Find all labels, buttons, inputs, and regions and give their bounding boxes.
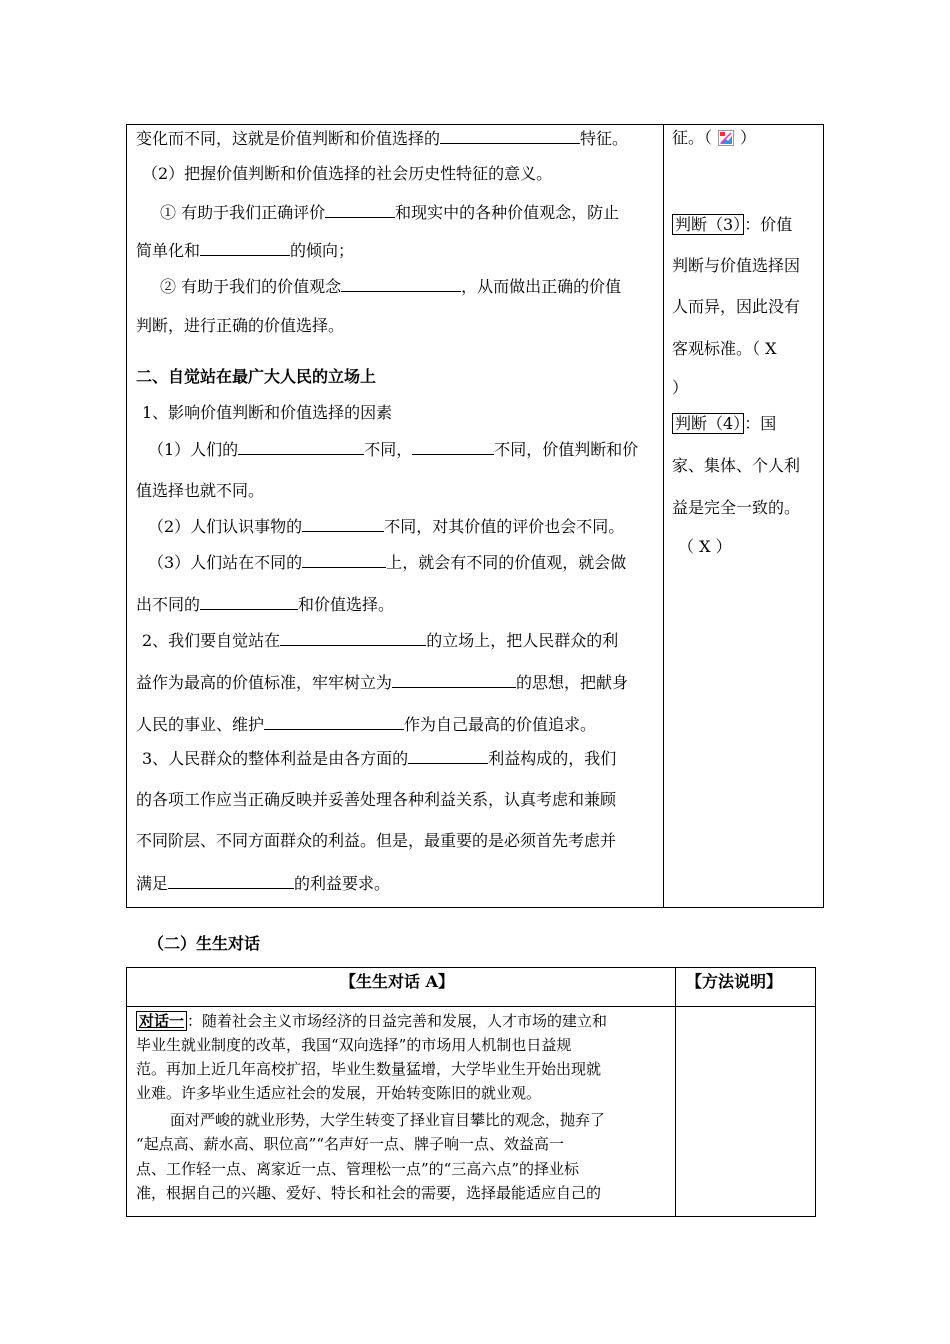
method-header: 【方法说明】 (686, 972, 783, 991)
fill-blank[interactable] (200, 240, 290, 256)
section-heading: 二、自觉站在最广大人民的立场上 (136, 367, 377, 386)
judge-3-label: 判断（3） (672, 214, 744, 235)
text-line: 的各项工作应当正确反映并妥善处理各种利益关系，认真考虑和兼顾 (136, 790, 617, 809)
text-line: 3、人民群众的整体利益是由各方面的 利益构成的，我们 (142, 749, 617, 768)
text-line: 客观标准。（ X (672, 339, 777, 358)
text-line: 2、我们要自觉站在 的立场上，把人民群众的利 (142, 631, 619, 650)
fill-blank[interactable] (408, 748, 488, 764)
fill-blank[interactable] (412, 439, 494, 455)
text-line: 益是完全一致的。 (672, 498, 801, 517)
text-line: （3）人们站在不同的 上，就会有不同的价值观，就会做 (148, 553, 627, 572)
text-line: 范。再加上近几年高校扩招，毕业生数量猛增，大学毕业生开始出现就 (136, 1060, 602, 1078)
judge-4-label: 判断（4） (672, 413, 744, 434)
text-line: 面对严峻的就业形势，大学生转变了择业盲目攀比的观念，抛弃了 (170, 1111, 606, 1129)
fill-blank[interactable] (302, 516, 384, 532)
text-line: 征。（ ） (672, 128, 757, 147)
text-line: （2）人们认识事物的 不同，对其价值的评价也会不同。 (148, 517, 625, 536)
text-line: 1、影响价值判断和价值选择的因素 (142, 403, 393, 422)
text-line: 简单化和 的倾向； (136, 241, 355, 260)
fill-blank[interactable] (440, 128, 580, 144)
text-line: 判断，进行正确的价值选择。 (136, 316, 345, 335)
text-line: 业难。许多毕业生适应社会的发展，开始转变陈旧的就业观。 (136, 1084, 542, 1102)
text-line: （2）把握价值判断和价值选择的社会历史性特征的意义。 (142, 164, 553, 183)
text-line: 满足 的利益要求。 (136, 874, 391, 893)
fill-blank[interactable] (238, 439, 364, 455)
fill-blank[interactable] (200, 594, 298, 610)
text-line: 人民的事业、维护 作为自己最高的价值追求。 (136, 715, 597, 734)
text-line: 对话一 ：随着社会主义市场经济的日益完善和发展，人才市场的建立和 (136, 1011, 607, 1031)
text-line: 判断与价值选择因 (672, 256, 801, 275)
column-divider (663, 125, 664, 907)
text-line: 益作为最高的价值标准，牢牢树立为 的思想，把献身 (136, 673, 629, 692)
text-line: ） (672, 378, 689, 397)
dialog-label: 对话一 (136, 1011, 187, 1031)
fill-blank[interactable] (392, 672, 516, 688)
text-line: （1）人们的 不同， 不同，价值判断和价 (148, 440, 639, 459)
text-line: ② 有助于我们的价值观念 ，从而做出正确的价值 (160, 277, 622, 296)
text-line: （ X ） (678, 537, 732, 556)
text-line: “起点高、薪水高、职位高”“名声好一点、牌子响一点、效益高一 (136, 1135, 565, 1153)
text-line: 不同阶层、不同方面群众的利益。但是，最重要的是必须首先考虑并 (136, 831, 617, 850)
text-line: 值选择也就不同。 (136, 481, 265, 500)
text-line: 准，根据自己的兴趣、爱好、特长和社会的需要，选择最能适应自己的 (136, 1184, 602, 1202)
text-line: 判断（4） ：国 (672, 414, 776, 434)
text-line: 毕业生就业制度的改革，我国“双向选择”的市场用人机制也日益规 (136, 1036, 572, 1054)
fill-blank[interactable] (302, 552, 386, 568)
text-line: ① 有助于我们正确评价 和现实中的各种价值观念，防止 (160, 203, 620, 222)
broken-image-icon (718, 130, 734, 146)
text-line: 点、工作轻一点、离家近一点、管理松一点”的“三高六点”的择业标 (136, 1160, 580, 1178)
text-line: 家、集体、个人利 (672, 456, 801, 475)
text-line: 判断（3） ：价值 (672, 215, 792, 235)
fill-blank[interactable] (168, 873, 294, 889)
text-line: 出不同的 和价值选择。 (136, 595, 395, 614)
fill-blank[interactable] (341, 276, 461, 292)
fill-blank[interactable] (325, 202, 395, 218)
fill-blank[interactable] (264, 714, 404, 730)
header-divider (127, 1006, 815, 1007)
text-line: 变化而不同，这就是价值判断和价值选择的 特征。 (136, 129, 629, 148)
fill-blank[interactable] (280, 630, 426, 646)
text-line: 人而异，因此没有 (672, 297, 801, 316)
dialogue-header: 【生生对话 A】 (340, 972, 454, 991)
section-title: （二）生生对话 (148, 934, 261, 953)
